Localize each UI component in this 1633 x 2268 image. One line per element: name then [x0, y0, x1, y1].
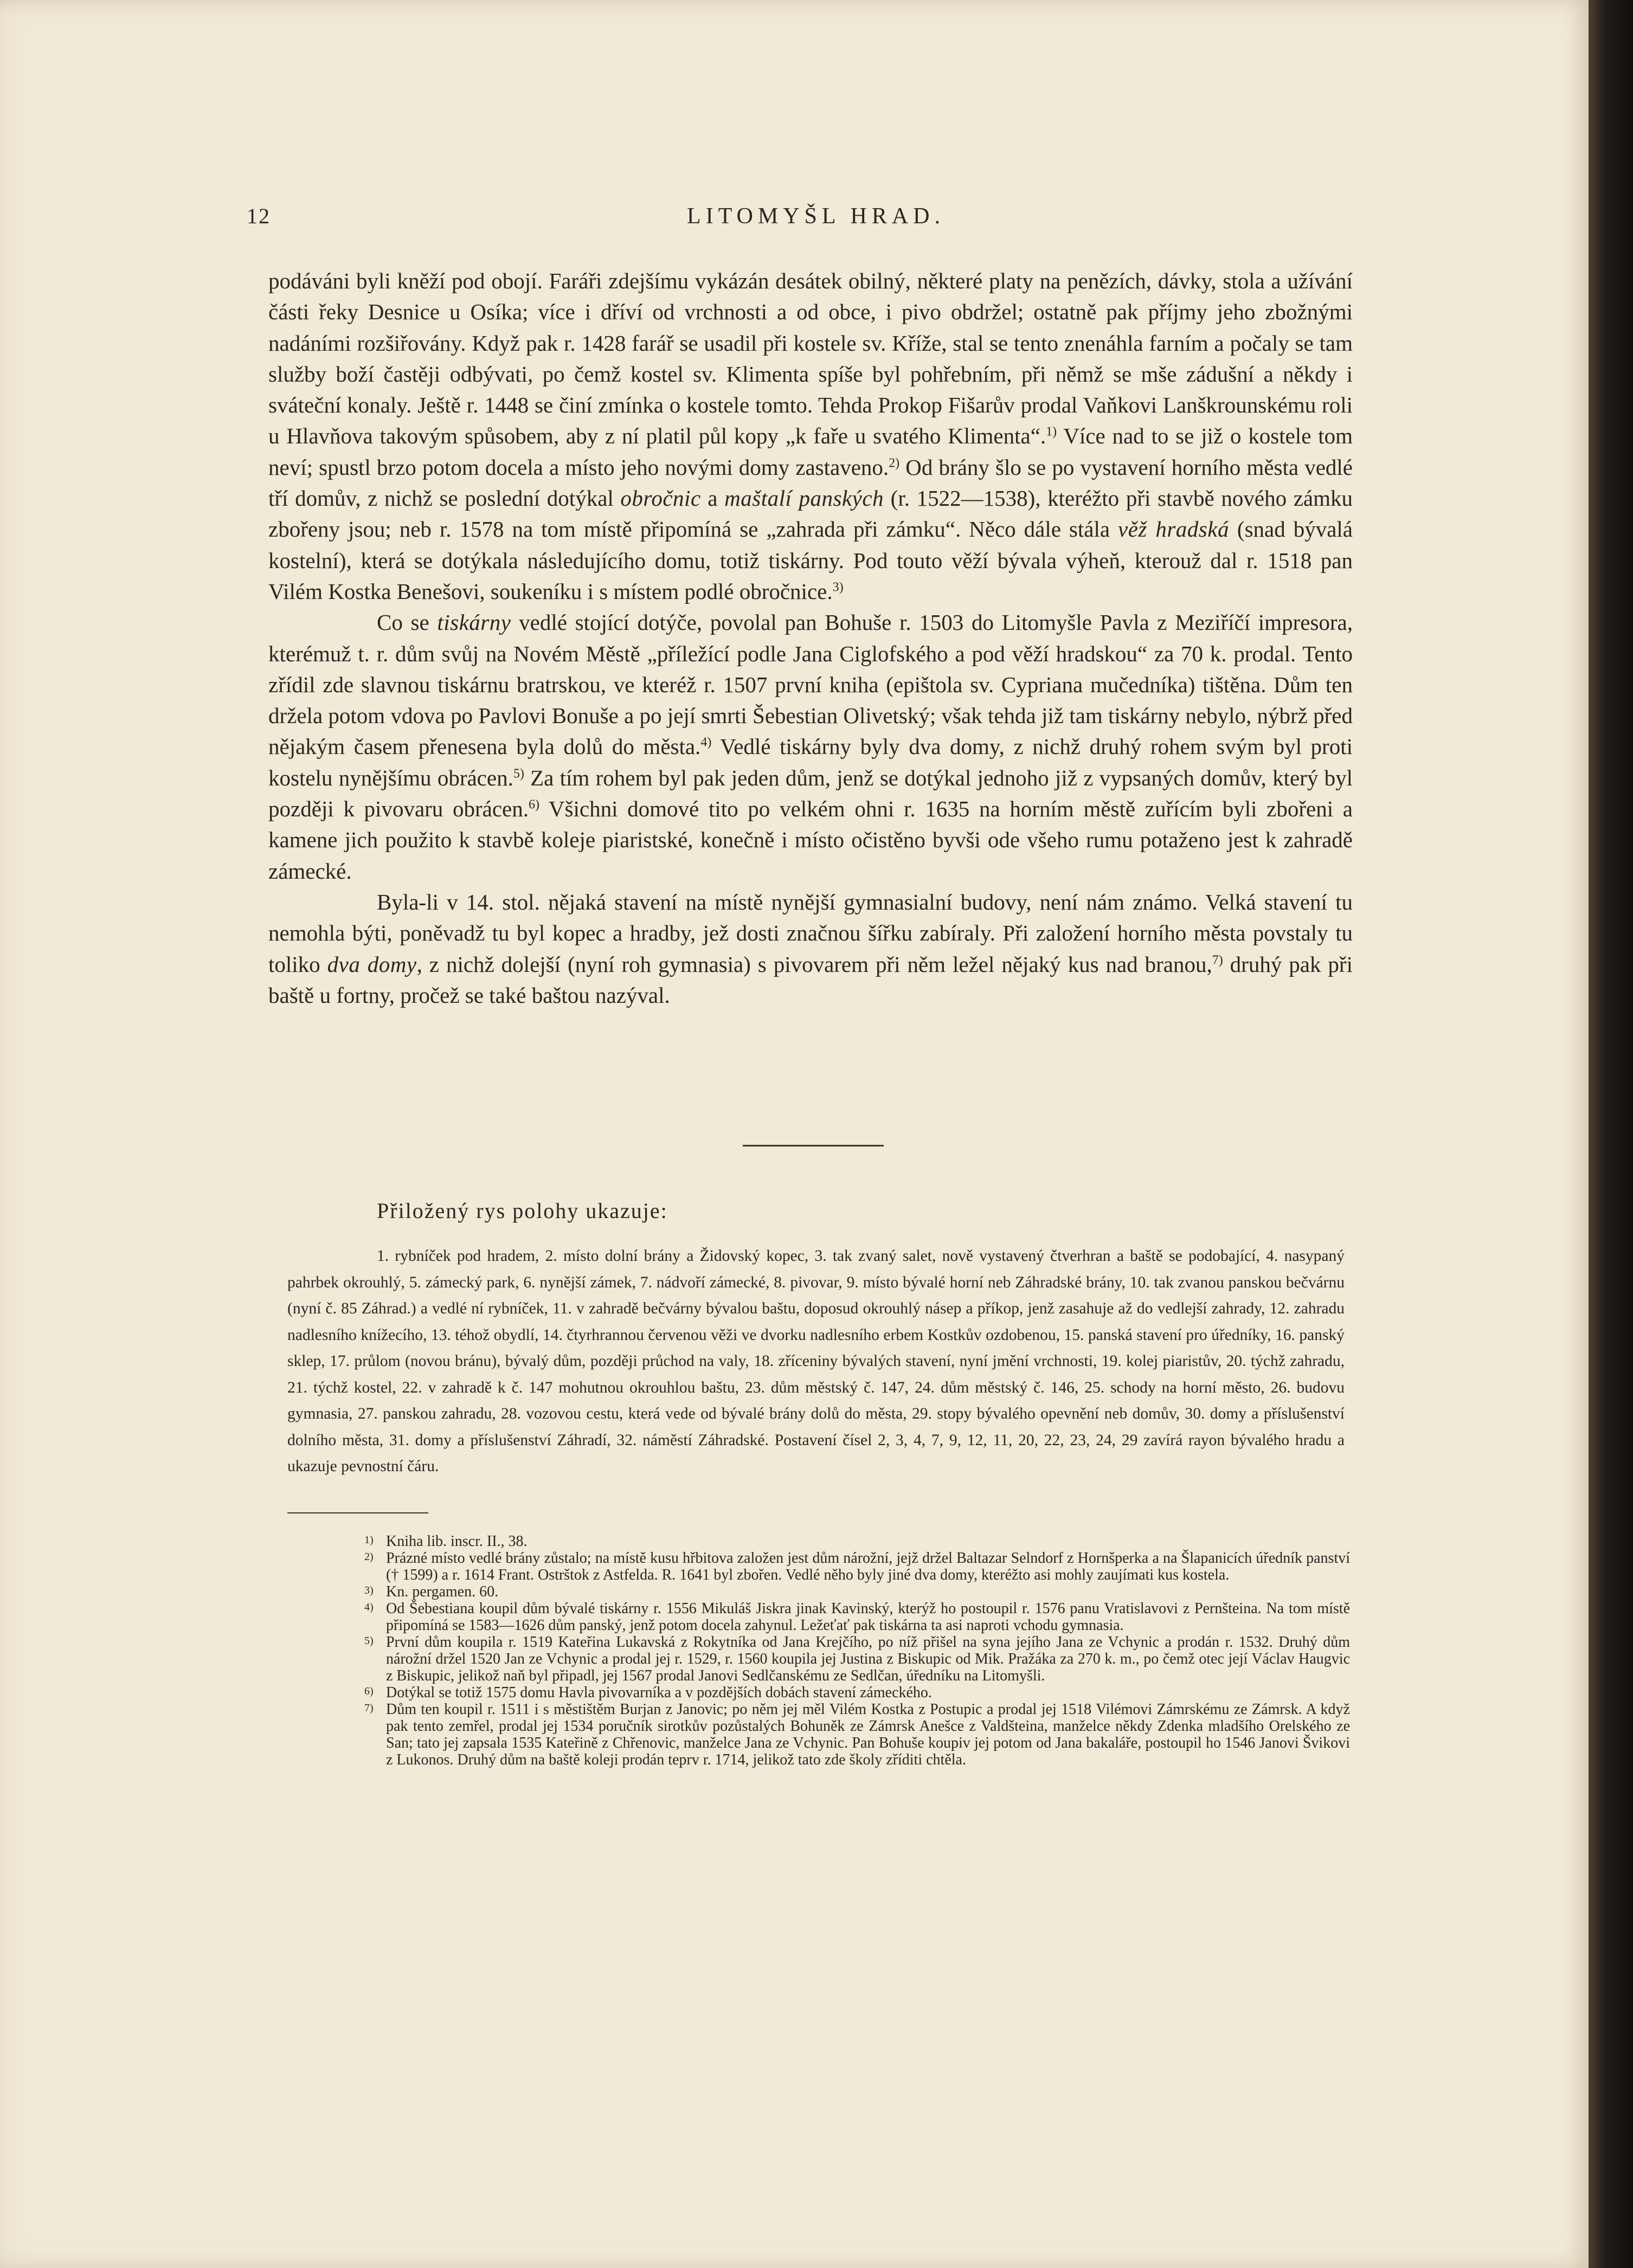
- footnote-ref: 4): [700, 735, 712, 750]
- italic-term: dva domy: [327, 951, 417, 977]
- paragraph-1: [268, 266, 1353, 607]
- italic-term: maštalí panských: [724, 486, 884, 511]
- footnote-ref: 1): [1046, 424, 1057, 439]
- legend-heading: Přiložený rys polohy ukazuje:: [377, 1199, 668, 1223]
- footnote-divider: [287, 1512, 428, 1513]
- text-run: , z nichž dolejší (nyní roh gymnasia) s pivovarem při něm ležel nějaký kus nad branou,: [416, 951, 1212, 977]
- running-head: LITOMYŠL HRAD.: [686, 204, 945, 229]
- italic-term: tiskárny: [437, 610, 511, 635]
- footnote: [364, 1600, 1350, 1634]
- text-run: podáváni byli kněží pod obojí. Faráři zdejšímu vykázán desátek obilný, některé platy na penězích, dávky, stola a užívání části řeky Desnice u Osíka; více i dříví od vrchnosti a od obce, i pivo obdržel; ostatně pak příjmy jeho zbožnými nadáními rozšiřovány. Když pak r. 1428 farář se usadil při kostele sv. Kříže, stal se tento znenáhla farním a počaly se tam služby boží častěji odbývati, po čemž kostel sv. Klimenta spíše byl pohřebním, při němž se mše zádušní a někdy i sváteční konaly. Ještě r. 1448 se činí zmínka o kostele tomto. Tehda Prokop Fišarův prodal Vaňkovi Lanškrounskému roli u Hlavňova takovým spůsobem, aby z ní platil půl kopy „k faře u svatého Klimenta“.: [268, 268, 1353, 449]
- footnotes: [364, 1533, 1350, 1768]
- footnote-text: První dům koupila r. 1519 Kateřina Lukavská z Rokytníka od Jana Krejčího, po níž přišel na syna jejího Jana ze Vchynic a prodán r. 1532. Druhý dům nárožní držel 1520 Jan ze Vchynic a prodal jej r. 1529, r. 1560 koupila jej Justina z Biskupic od Mik. Pražáka za 270 k. m., po čemž otec její Václav Haugvic z Biskupic, jelikož naň byl připadl, jej 1567 prodal Janovi Sedlčanskému ze Sedlčan, úředníku na Litomyšli.: [386, 1634, 1350, 1684]
- footnote-text: Dům ten koupil r. 1511 i s městištěm Burjan z Janovic; po něm jej měl Vilém Kostka z Postupic a prodal jej 1518 Vilémovi Zámrskému ze Zámrsk. A když pak tento zemřel, prodal jej 1534 poručník sirotkův pozůstalých Bohuněk ze Zámrsk Anešce z Valdšteina, manželce někdy Zdenka mladšího Orelského ze San; tato jej zapsala 1535 Kateřině z Chřenovic, manželce Jana ze Vchynic. Pan Bohuše koupiv jej potom od Jana bakaláře, postoupil ho 1546 Janovi Švikovi z Lukonos. Druhý dům na baště koleji prodán teprv r. 1714, jelikož tato zde školy zříditi chtěla.: [386, 1701, 1350, 1768]
- italic-term: věž hradská: [1118, 517, 1229, 542]
- text-run: (r. 1522—1538), kteréžto při stavbě nového zámku zbořeny jsou; neb r. 1578 na tom místě připomíná se „zahrada při zámku“. Něco dále stála: [268, 486, 1353, 542]
- page-number: 12: [247, 204, 271, 228]
- map-legend: [287, 1198, 1345, 1480]
- footnote-text: Kn. pergamen. 60.: [386, 1583, 499, 1600]
- footnote-text: Od Šebestiana koupil dům bývalé tiskárny r. 1556 Mikuláš Jiskra jinak Kavinský, kterýž ho postoupil r. 1576 panu Vratislavovi z Pernšteina. Na tom místě připomíná se 1583—1626 dům panský, jenž potom docela zahynul. Ležeťať pak tiskárna ta asi naproti vchodu gymnasia.: [386, 1600, 1350, 1634]
- footnote: [364, 1701, 1350, 1768]
- text-run: Všichni domové tito po velkém ohni r. 1635 na horním městě zuřícím byli zbořeni a kamene jich použito k stavbě koleje piaristské, konečně i místo očistěno byvši ode všeho rumu potaženo jest k zahradě zámecké.: [268, 796, 1353, 884]
- section-divider: [743, 1145, 884, 1146]
- footnote-mark: 1): [364, 1534, 374, 1546]
- paragraph-2: [268, 607, 1353, 887]
- legend-text: 1. rybníček pod hradem, 2. místo dolní brány a Židovský kopec, 3. tak zvaný salet, nově vystavený čtverhran a baště se podobající, 4. nasypaný pahrbek okrouhlý, 5. zámecký park, 6. nynější zámek, 7. nádvoří zámecké, 8. pivovar, 9. místo bývalé horní neb Záhradské brány, 10. tak zvanou panskou bečvárnu (nyní č. 85 Záhrad.) a vedlé ní rybníček, 11. v zahradě bečvárny bývalou baštu, doposud okrouhlý násep a příkop, jenž zasahuje až do vedlejší zahrady, 12. zahradu nadlesního knížecího, 13. téhož obydlí, 14. čtyrhrannou červenou věži ve dvorku nadlesního erbem Kostkův ozdobenou, 15. panská stavení pro úředníky, 16. panský sklep, 17. průlom (novou bránu), bývalý dům, později průchod na valy, 18. zříceniny bývalých stavení, nyní jmění vrchnosti, 19. kolej piaristův, 20. týchž zahradu, 21. týchž kostel, 22. v zahradě k č. 147 mohutnou okrouhlou baštu, 23. dům městský č. 147, 24. dům městský č. 146, 25. schody na horní město, 26. budovu gymnasia, 27. panskou zahradu, 28. vozovou cestu, která vede od bývalé brány dolů do města, 29. stopy bývalého opevnění neb domův, 30. domy a příslušenství dolního města, 31. domy a příslušenství Záhradí, 32. náměstí Záhradské. Postavení čísel 2, 3, 4, 7, 9, 12, 11, 20, 22, 23, 24, 29 zavírá rayon bývalého hradu a ukazuje pevnostní čáru.: [287, 1247, 1345, 1475]
- text-run: Od brány šlo se po vystavení horního města vedlé tří domův, z nichž se poslední dotýkal: [268, 454, 1353, 511]
- footnote: [364, 1533, 1350, 1550]
- book-binding-edge: [1589, 0, 1633, 2268]
- footnote: [364, 1583, 1350, 1600]
- text-run: (snad bývalá kostelní), která se dotýkala následujícího domu, totiž tiskárny. Pod touto věží bývala výheň, kterouž dal r. 1518 pan Vilém Kostka Benešovi, soukeníku i s místem podlé obročnice.: [268, 517, 1353, 604]
- footnote-ref: 5): [513, 766, 524, 781]
- text-run: druhý pak při baště u fortny, pročež se také baštou nazýval.: [268, 951, 1353, 1008]
- footnote: [364, 1684, 1350, 1701]
- footnote-ref: 2): [889, 456, 900, 471]
- text-run: vedlé stojící dotýče, povolal pan Bohuše r. 1503 do Litomyšle Pavla z Meziříčí impresora, kterémuž t. r. dům svůj na Novém Městě „příležící podle Jana Ciglofského a pod věží hradskou“ za 70 k. prodal. Tento zřídil zde slavnou tiskárnu bratrskou, ve kteréž r. 1507 první kniha (epištola sv. Cypriana mučedníka) tištěna. Dům ten držela potom vdova po Pavlovi Bonuše a po její smrti Šebestian Olivetský; však tehda již tam tiskárny nebylo, nýbrž před nějakým časem přenesena byla dolů do města.: [268, 610, 1353, 759]
- footnote-mark: 5): [364, 1635, 374, 1647]
- body-text: [268, 266, 1353, 1011]
- footnote-mark: 7): [364, 1702, 374, 1714]
- paragraph-3: [268, 887, 1353, 1011]
- text-run: Co se: [377, 610, 438, 635]
- text-run: Za tím rohem byl pak jeden dům, jenž se dotýkal jednoho již z vypsaných domův, který byl později k pivovaru obrácen.: [268, 765, 1353, 822]
- footnote-mark: 2): [364, 1551, 374, 1563]
- footnote-ref: 6): [528, 797, 539, 812]
- footnote: [364, 1634, 1350, 1684]
- text-run: Více nad to se již o kostele tom neví; spustl brzo potom docela a místo jeho novými domy zastaveno.: [268, 423, 1353, 480]
- footnote-mark: 3): [364, 1584, 374, 1596]
- footnote-text: Prázné místo vedlé brány zůstalo; na místě kusu hřbitova založen jest dům nárožní, jejž držel Baltazar Selndorf z Hornšperka a na Šlapanicích úředník panství († 1599) a r. 1614 Frant. Ostrštok z Astfelda. R. 1641 byl zbořen. Vedlé něho byly jiné dva domy, kteréžto asi mohly zaujímati kus kostela.: [386, 1550, 1350, 1583]
- text-run: Byla-li v 14. stol. nějaká stavení na místě nynější gymnasialní budovy, není nám známo. Velká stavení tu nemohla býti, poněvadž tu byl kopec a hradby, jež dosti značnou šířku zabíraly. Při založení horního města povstaly tu toliko: [268, 889, 1353, 977]
- footnote: [364, 1550, 1350, 1583]
- italic-term: obročnic: [620, 486, 701, 511]
- footnote-ref: 3): [832, 580, 844, 595]
- footnote-text: Dotýkal se totiž 1575 domu Havla pivovarníka a v pozdějších dobách stavení zámeckého.: [386, 1684, 932, 1701]
- footnote-mark: 4): [364, 1601, 374, 1613]
- footnote-mark: 6): [364, 1685, 374, 1697]
- text-run: a: [700, 486, 725, 511]
- page-header: [247, 203, 1385, 241]
- text-run: Vedlé tiskárny byly dva domy, z nichž druhý rohem svým byl proti kostelu nynějšímu obrácen.: [268, 734, 1353, 790]
- footnote-text: Kniha lib. inscr. II., 38.: [386, 1533, 528, 1550]
- footnote-ref: 7): [1212, 952, 1223, 967]
